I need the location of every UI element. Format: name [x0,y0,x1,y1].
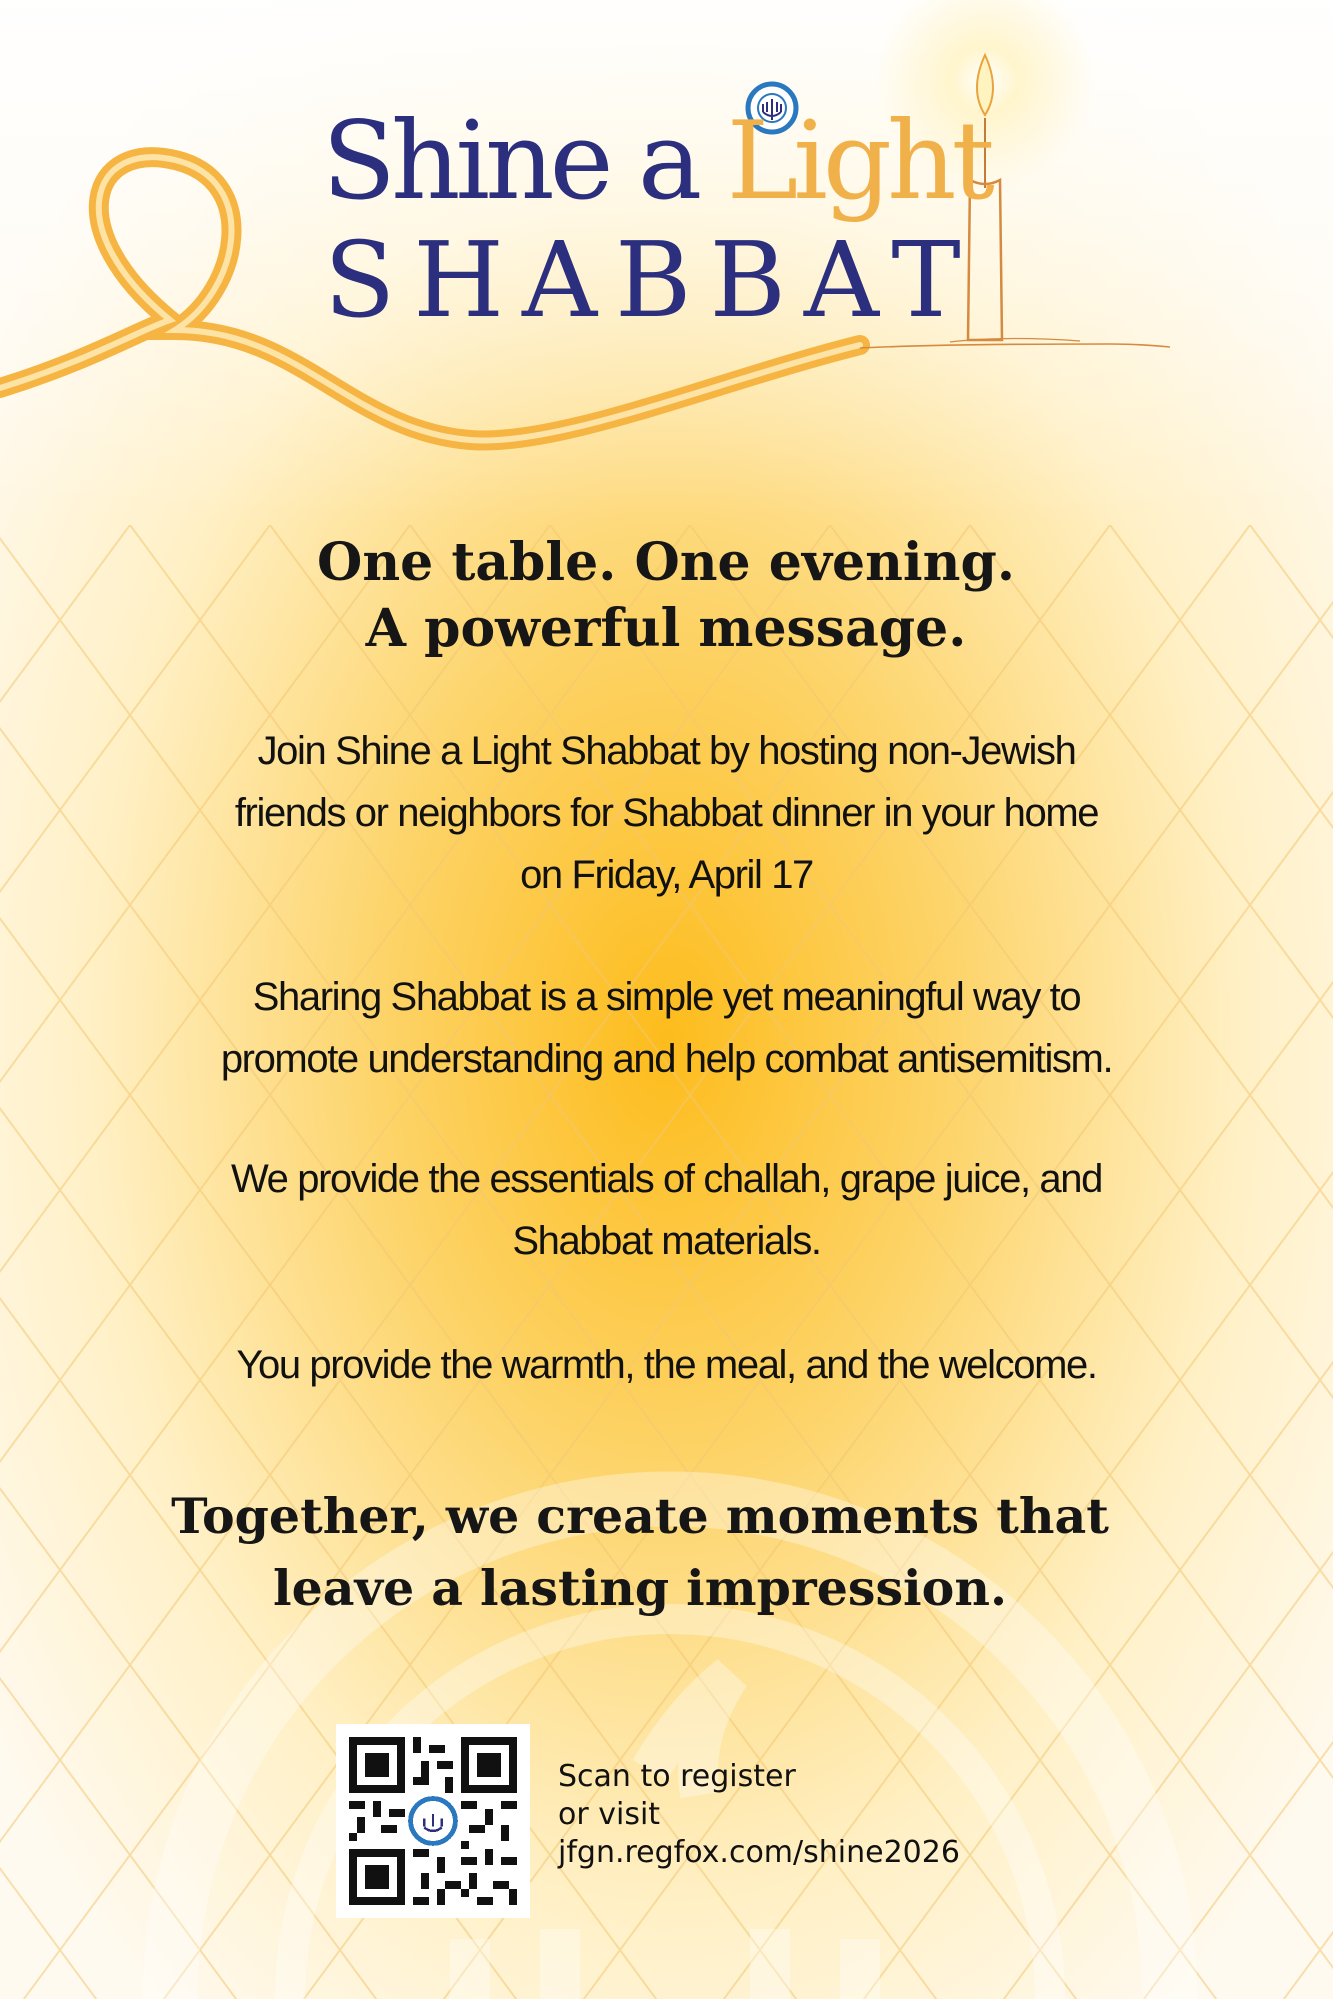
register-url-link[interactable]: jfgn.regfox.com/shine2026 [558,1835,960,1870]
join-paragraph [50,720,1283,906]
sharing-paragraph [50,966,1283,1090]
register-info [558,1758,1018,1872]
closing-line-2: leave a lasting impression. [272,1559,1008,1617]
scan-to-register-text: Scan to register [558,1759,796,1794]
or-visit-text: or visit [558,1797,661,1832]
join-line-2: friends or neighbors for Shabbat dinner in your home [234,791,1099,835]
provide-line-1: We provide the essentials of challah, grape juice, and [231,1157,1102,1201]
you-provide-line: You provide the warmth, the meal, and the welcome. [236,1343,1097,1387]
qr-code[interactable] [336,1724,530,1918]
provide-paragraph [50,1148,1283,1272]
headline-line-1: One table. One evening. [317,532,1015,593]
headline [166,530,1166,662]
qr-code-image [349,1737,517,1905]
logo-shine-text: Shine a [322,99,727,224]
logo-shabbat-text: SHABBAT [324,219,979,341]
sharing-line-1: Sharing Shabbat is a simple yet meaningful way to [252,975,1081,1019]
provide-line-2: Shabbat materials. [512,1219,821,1263]
closing-line-1: Together, we create moments that [171,1487,1109,1545]
logo-title [322,99,1002,224]
closing-message [160,1480,1120,1624]
headline-line-2: A powerful message. [365,598,967,659]
join-line-1: Join Shine a Light Shabbat by hosting non-Jewish [257,729,1076,773]
sharing-line-2: promote understanding and help combat antisemitism. [220,1037,1113,1081]
you-provide-paragraph [50,1334,1283,1396]
logo-light-text: Light [726,99,990,224]
join-line-3: on Friday, April 17 [520,853,813,897]
